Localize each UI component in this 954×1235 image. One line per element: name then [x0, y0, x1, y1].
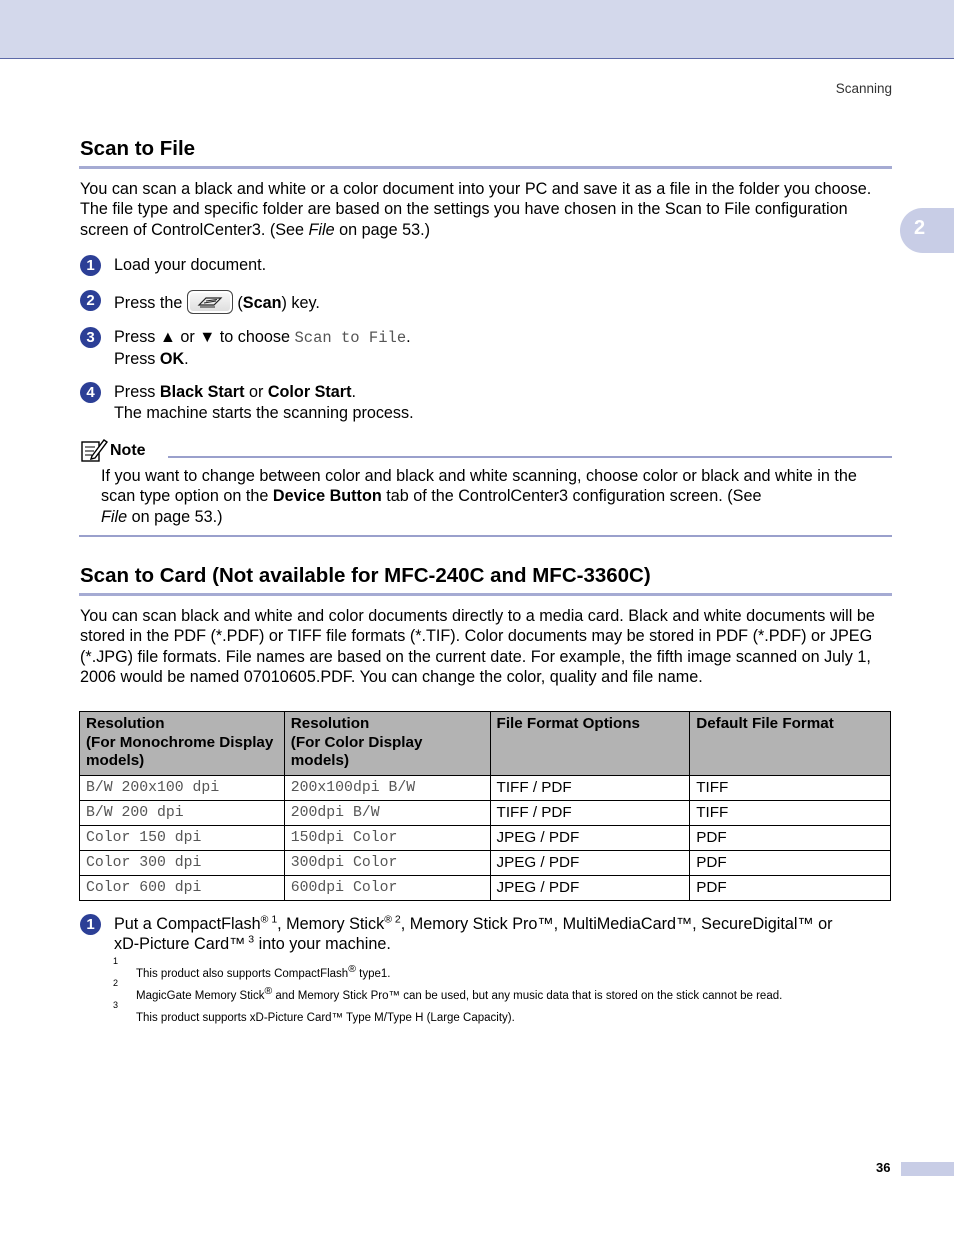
table-cell: 150dpi Color: [284, 826, 490, 851]
table-cell: TIFF: [690, 801, 891, 826]
step-text: Press ▲ or ▼ to choose Scan to File. Press OK.: [114, 328, 411, 368]
table-cell: JPEG / PDF: [490, 851, 690, 876]
chapter-number: 2: [914, 217, 926, 239]
table-cell: B/W 200 dpi: [80, 801, 285, 826]
scan-to-file-intro: You can scan a black and white or a color document into your PC and save it as a file in the folder you choose. The file type and specific folder are based on the settings you have chosen in the Scan to File configuration screen of ControlCenter3. (See File on page 53.): [80, 180, 872, 239]
page-number: 36: [876, 1160, 891, 1175]
table-cell: TIFF / PDF: [490, 776, 690, 801]
note-label: Note: [110, 442, 146, 459]
table-header-cell: Resolution (For Monochrome Display models): [80, 712, 285, 776]
table-cell: 300dpi Color: [284, 851, 490, 876]
step-number-badge: 1: [80, 914, 101, 935]
step-text: Press the (Scan) key.: [114, 290, 320, 314]
table-cell: PDF: [690, 826, 891, 851]
table-row: [80, 776, 891, 801]
resolution-table: [79, 711, 891, 901]
section-rule: [79, 166, 892, 169]
step-number-badge: 2: [80, 290, 101, 311]
file-link[interactable]: File: [308, 220, 335, 239]
table-cell: TIFF: [690, 776, 891, 801]
footnote-ref[interactable]: 3: [245, 933, 255, 946]
table-cell: PDF: [690, 876, 891, 901]
table-cell: PDF: [690, 851, 891, 876]
note-icon: [80, 437, 108, 463]
section-title-scan-to-file: Scan to File: [80, 137, 196, 160]
note-rule: [168, 456, 892, 458]
step-text: Load your document.: [114, 256, 267, 274]
scan-key-icon: [187, 290, 233, 314]
table-cell: 200x100dpi B/W: [284, 776, 490, 801]
table-row: [80, 876, 891, 901]
table-header-row: [80, 712, 891, 776]
file-link[interactable]: File: [101, 507, 128, 526]
chapter-tab[interactable]: [900, 208, 954, 253]
table-cell: JPEG / PDF: [490, 826, 690, 851]
table-cell: Color 300 dpi: [80, 851, 285, 876]
scan-to-card-intro: You can scan black and white and color documents directly to a media card. Black and white documents will be stored in the PDF (*.PDF) or TIFF file formats (*.TIF). Color documents may be stored in PDF (*.PDF) or JPEG (*.JPG) file formats. File names are based on the current date. For example, the fifth image scanned on July 1, 2006 would be named 07010605.PDF. You can change the color, quality and file name.: [80, 607, 875, 686]
step-text: Put a CompactFlash® $^1$, Memory Stick® $^2$, Memory Stick Pro™, MultiMediaCard™, SecureDigital™ or xD-Picture Card™ $^3$ into your machine.: [114, 913, 833, 954]
table-header-cell: Default File Format: [690, 712, 891, 776]
section-title-scan-to-card: Scan to Card (Not available for MFC-240C and MFC-3360C): [80, 564, 651, 587]
table-row: [80, 801, 891, 826]
table-header-cell: Resolution (For Color Display models): [284, 712, 490, 776]
running-header: Scanning: [835, 81, 892, 96]
table-cell: 200dpi B/W: [284, 801, 490, 826]
footnote-ref[interactable]: 1: [268, 913, 278, 926]
step-number-badge: 4: [80, 382, 101, 403]
footnote-ref[interactable]: 2: [391, 913, 401, 926]
table-row: [80, 826, 891, 851]
step-number-badge: 3: [80, 327, 101, 348]
table-header-cell: File Format Options: [490, 712, 690, 776]
table-cell: Color 600 dpi: [80, 876, 285, 901]
step-text: Press Black Start or Color Start. The machine starts the scanning process.: [114, 383, 414, 422]
step-number-badge: 1: [80, 255, 101, 276]
section-rule: [79, 593, 892, 596]
page-number-bar: [901, 1162, 954, 1176]
table-cell: 600dpi Color: [284, 876, 490, 901]
note-text: If you want to change between color and black and white scanning, choose color or black and white in the scan type option on the Device Button tab of the ControlCenter3 configuration screen. (See File on page 53.): [101, 467, 857, 526]
table-cell: TIFF / PDF: [490, 801, 690, 826]
table-row: [80, 851, 891, 876]
table-cell: B/W 200x100 dpi: [80, 776, 285, 801]
menu-option: Scan to File: [294, 329, 407, 347]
table-cell: JPEG / PDF: [490, 876, 690, 901]
table-cell: Color 150 dpi: [80, 826, 285, 851]
note-bottom-rule: [79, 535, 892, 537]
header-band: [0, 0, 954, 59]
